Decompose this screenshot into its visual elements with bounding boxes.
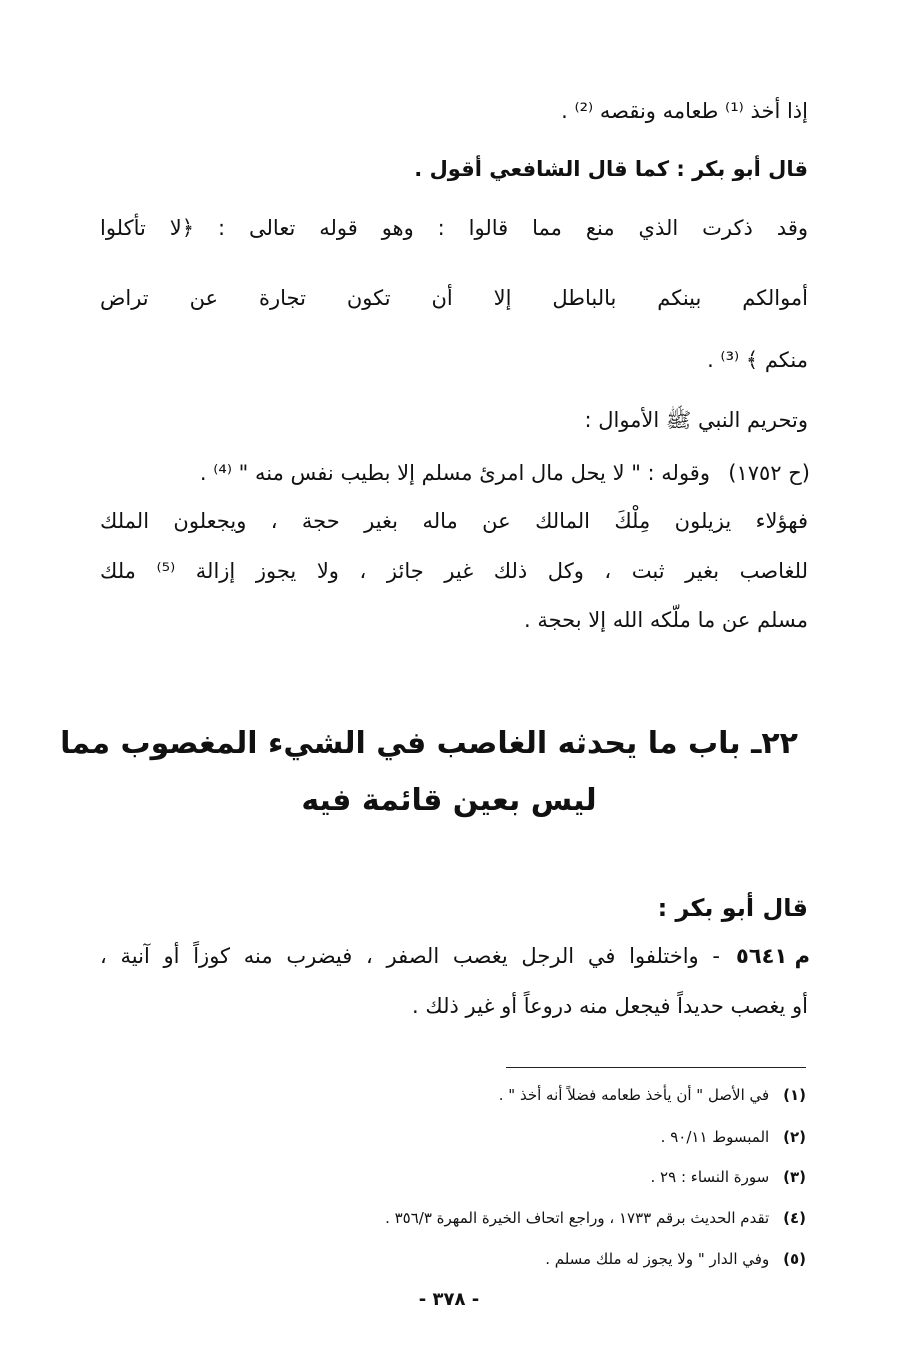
footnote-text: المبسوط ٩٠/١١ . [660,1128,770,1146]
footnote-separator [506,1067,806,1068]
footnote-1 [100,1082,806,1108]
footnote-number: (١) [783,1086,806,1104]
footnote-2 [100,1124,806,1150]
text-line-7: وقوله : " لا يحل مال امرئ مسلم إلا بطيب نفس منه " ⁽⁴⁾ . [199,461,710,485]
text-line-3: وقد ذكرت الذي منع مما قالوا : وهو قوله تعالى : ﴿لا تأكلوا [100,216,808,240]
text-line-8: فهؤلاء يزيلون مِلْكَ المالك عن ماله بغير حجة ، ويجعلون الملك [100,509,808,533]
text-line-1: إذا أخذ ⁽¹⁾ طعامه ونقصه ⁽²⁾ . [561,99,808,123]
issue-marker: م ٥٦٤١ [736,944,810,968]
footnote-number: (٤) [783,1209,806,1227]
chapter-heading-line-1: ٢٢ـ باب ما يحدثه الغاصب في الشيء المغصوب مما [60,726,798,761]
page-number: - ٣٧٨ - [418,1289,480,1310]
speaker-line: قال أبو بكر : [657,894,808,922]
footnote-number: (٣) [783,1168,806,1186]
hadith-marker: (ح ١٧٥٢) [728,461,810,485]
quran-verse-line: أموالكم بينكم بالباطل إلا أن تكون تجارة عن تراض [100,286,808,310]
text-line-13: أو يغصب حديداً فيجعل منه دروعاً أو غير ذلك . [412,994,808,1018]
footnote-text: تقدم الحديث برقم ١٧٣٣ ، وراجع اتحاف الخيرة المهرة ٣٥٦/٣ . [385,1209,770,1227]
footnote-text: في الأصل " أن يأخذ طعامه فضلاً أنه أخذ " . [498,1086,770,1104]
text-line-2: قال أبو بكر : كما قال الشافعي أقول . [414,157,808,181]
text-line-12: - واختلفوا في الرجل يغصب الصفر ، فيضرب منه كوزاً أو آنية ، [100,944,720,968]
footnote-3 [100,1164,806,1190]
quran-verse-end: منكم ﴾ ⁽³⁾ . [707,348,808,372]
footnote-number: (٥) [783,1250,806,1268]
footnote-5 [100,1246,806,1272]
text-line-9: للغاصب بغير ثبت ، وكل ذلك غير جائز ، ولا يجوز إزالة ⁽⁵⁾ ملك [100,559,808,583]
footnote-text: سورة النساء : ٢٩ . [650,1168,770,1186]
text-line-10: مسلم عن ما ملّكه الله إلا بحجة . [523,608,808,632]
text-line-6: وتحريم النبي ﷺ الأموال : [584,408,808,432]
chapter-heading-line-2: ليس بعين قائمة فيه [301,783,597,818]
footnote-text: وفي الدار " ولا يجوز له ملك مسلم . [545,1250,770,1268]
footnote-4 [100,1205,806,1231]
footnote-number: (٢) [783,1128,806,1146]
